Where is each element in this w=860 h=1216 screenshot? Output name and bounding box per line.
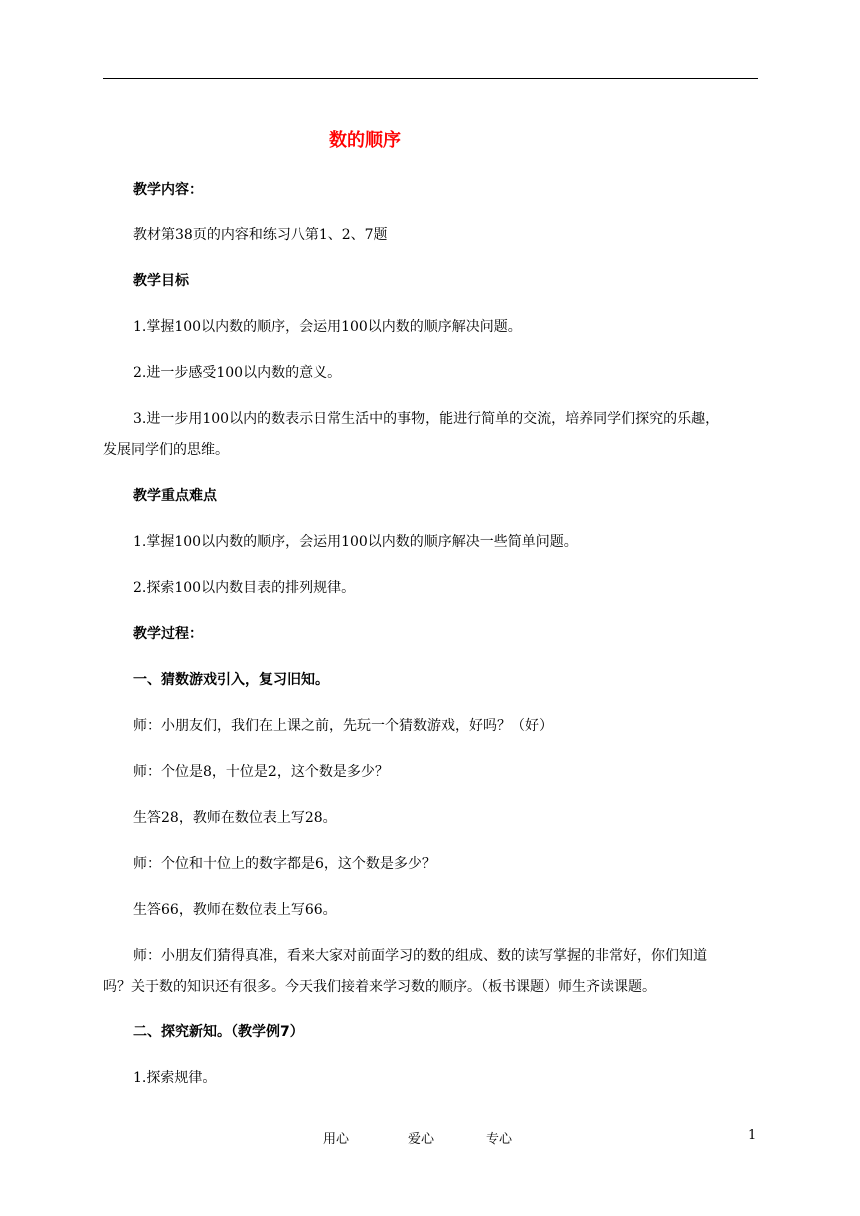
footer-item-2: 爱心	[408, 1132, 435, 1147]
dialogue-line-2: 师：个位是8，十位是2，这个数是多少？	[133, 764, 389, 780]
dialogue-line-6-part-2: 吗？关于数的知识还有很多。今天我们接着来学习数的顺序。（板书课题）师生齐读课题。	[103, 979, 656, 995]
objective-item-1: 1.掌握100以内数的顺序，会运用100以内数的顺序解决问题。	[133, 319, 522, 335]
section-heading-content: 教学内容：	[133, 182, 203, 198]
dialogue-line-6-part-1: 师：小朋友们猜得真准，看来大家对前面学习的数的组成、数的读写掌握的非常好，你们知道	[133, 948, 707, 964]
paragraph-content-detail: 教材第38页的内容和练习八第1、2、7题	[133, 227, 388, 243]
key-point-item-2: 2.探索100以内数目表的排列规律。	[133, 580, 356, 596]
dialogue-line-3: 生答28，教师在数位表上写28。	[133, 810, 337, 826]
page-number: 1	[748, 1128, 757, 1143]
header-rule	[103, 78, 758, 79]
objective-item-3-line-2: 发展同学们的思维。	[103, 442, 229, 458]
section-heading-objectives: 教学目标	[133, 273, 189, 289]
footer-item-3: 专心	[486, 1132, 513, 1147]
page-title: 数的顺序	[329, 130, 401, 151]
dialogue-line-5: 生答66，教师在数位表上写66。	[133, 902, 337, 918]
key-point-item-1: 1.掌握100以内数的顺序，会运用100以内数的顺序解决一些简单问题。	[133, 534, 578, 550]
section-heading-key-points: 教学重点难点	[133, 488, 217, 504]
dialogue-line-1: 师：小朋友们，我们在上课之前，先玩一个猜数游戏，好吗？（好）	[133, 718, 553, 734]
section-heading-process: 教学过程：	[133, 626, 203, 642]
objective-item-2: 2.进一步感受100以内数的意义。	[133, 365, 342, 381]
subsection-heading-1: 一、猜数游戏引入，复习旧知。	[133, 672, 329, 688]
subsection-heading-2: 二、探究新知。（教学例7）	[133, 1024, 304, 1040]
objective-item-3-line-1: 3.进一步用100以内的数表示日常生活中的事物，能进行简单的交流，培养同学们探究的乐趣，	[133, 411, 720, 427]
dialogue-line-4: 师：个位和十位上的数字都是6，这个数是多少？	[133, 856, 436, 872]
step-item-1: 1.探索规律。	[133, 1070, 217, 1086]
footer-item-1: 用心	[323, 1132, 350, 1147]
